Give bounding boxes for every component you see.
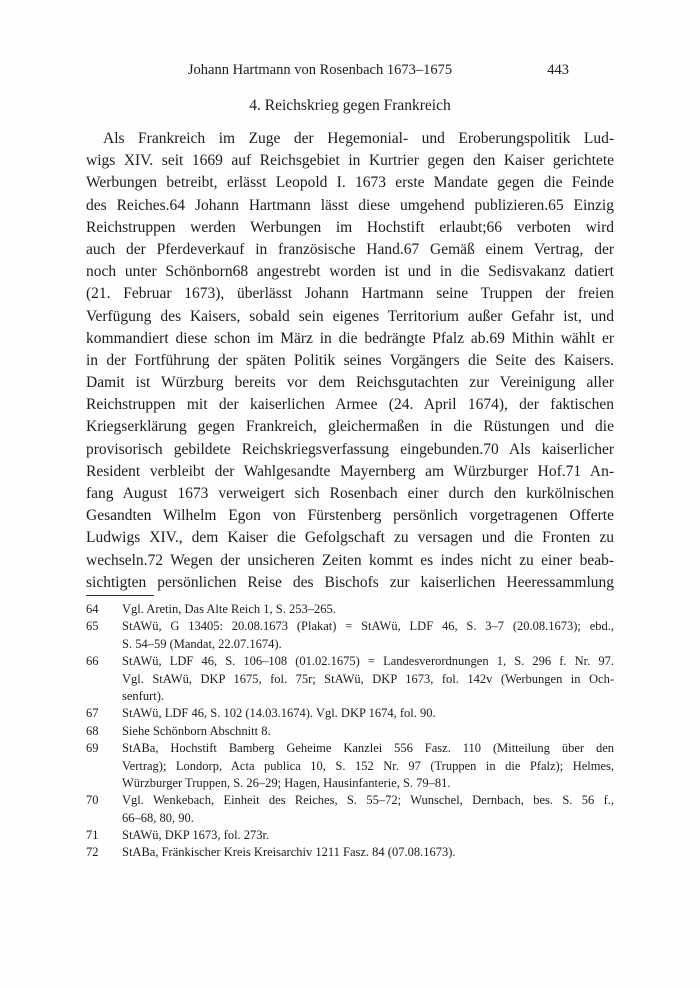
body-line: des Reiches.64 Johann Hartmann lässt diese umgehend publizieren.65 Einzig: [86, 196, 614, 214]
footnote-line: Siehe Schönborn Abschnitt 8.: [122, 723, 271, 738]
page-number: 443: [547, 62, 569, 78]
body-line: wigs XIV. seit 1669 auf Reichsgebiet in Kurtrier gegen den Kaiser gerichtete: [86, 152, 614, 170]
footnote-line: Vgl. StAWü, DKP 1675, fol. 75r; StAWü, DKP 1673, fol. 142v (Werbungen in Och-: [122, 671, 614, 686]
body-line: sichtigten persönlichen Reise des Bischofs zur kaiserlichen Heeressammlung: [86, 573, 614, 591]
footnote-line: 66–68, 80, 90.: [122, 810, 194, 825]
footnote-number: 64: [86, 602, 99, 616]
body-line: auch der Pferdeverkauf in französische Hand.67 Gemäß einem Vertrag, der: [86, 240, 614, 258]
footnote-line: StAWü, LDF 46, S. 106–108 (01.02.1675) = Landesverordnungen 1, S. 296 f. Nr. 97.: [122, 654, 614, 669]
footnote-divider: [86, 595, 154, 596]
footnote-number: 70: [86, 793, 99, 808]
body-line: in der Fortführung der späten Politik seines Vorgängers die Seite des Kaisers.: [86, 351, 614, 369]
body-line: Reichstruppen mit der kaiserlichen Armee (24. April 1674), der faktischen: [86, 396, 614, 414]
footnote-number: 71: [86, 828, 99, 843]
footnote: [86, 844, 614, 861]
footnote-line: StAWü, DKP 1673, fol. 273r.: [122, 828, 270, 843]
footnote: [86, 792, 614, 827]
body-line: Werbungen betreibt, erlässt Leopold I. 1673 erste Mandate gegen die Feinde: [86, 174, 614, 192]
footnote-line: StABa, Hochstift Bamberg Geheime Kanzlei 556 Fasz. 110 (Mitteilung über den: [122, 741, 614, 756]
body-line: Kriegserklärung gegen Frankreich, gleichermaßen in die Rüstungen und die: [86, 418, 614, 436]
footnote-line: StAWü, LDF 46, S. 102 (14.03.1674). Vgl. DKP 1674, fol. 90.: [122, 706, 436, 721]
footnote-number: 68: [86, 723, 99, 738]
footnote: [86, 618, 614, 653]
body-line: wechseln.72 Wegen der unsicheren Zeiten kommt es indes nicht zu einer beab-: [86, 551, 614, 569]
footnote-number: 66: [86, 654, 99, 669]
footnote: [86, 705, 614, 722]
footnote-line: StABa, Fränkischer Kreis Kreisarchiv 1211 Fasz. 84 (07.08.1673).: [122, 845, 456, 860]
footnote-number: 67: [86, 706, 99, 721]
running-header-title: Johann Hartmann von Rosenbach 1673–1675: [187, 62, 453, 78]
footnote-line: S. 54–59 (Mandat, 22.07.1674).: [122, 636, 282, 651]
body-line: kommandiert diese schon im März in die bedrängte Pfalz ab.69 Mithin wählt er: [86, 329, 614, 347]
body-line: provisorisch gebildete Reichskriegsverfassung eingebunden.70 Als kaiserlicher: [86, 440, 614, 458]
footnote-number: 72: [86, 845, 99, 860]
body-line: Resident verbleibt der Wahlgesandte Mayernberg am Würzburger Hof.71 An-: [86, 462, 614, 480]
body-line: (21. Februar 1673), überlässt Johann Hartmann seine Truppen der freien: [86, 285, 614, 303]
footnote-line: Vgl. Wenkebach, Einheit des Reiches, S. 55–72; Wunschel, Dernbach, bes. S. 56 f.,: [122, 793, 614, 808]
footnote-line: Vertrag); Londorp, Acta publica 10, S. 152 Nr. 97 (Truppen in die Pfalz); Helmes,: [122, 758, 614, 773]
body-line: Gesandten Wilhelm Egon von Fürstenberg persönlich vorgetragenen Offerte: [86, 507, 614, 525]
footnote: [86, 740, 614, 792]
body-line: Reichstruppen werden Werbungen im Hochstift erlaubt;66 verboten wird: [86, 218, 614, 236]
footnote-line: Vgl. Aretin, Das Alte Reich 1, S. 253–265.: [122, 602, 336, 616]
footnote: [86, 723, 614, 740]
body-line: fang August 1673 verweigert sich Rosenbach einer durch den kurkölnischen: [86, 485, 614, 502]
footnote-line: StAWü, G 13405: 20.08.1673 (Plakat) = StAWü, LDF 46, S. 3–7 (20.08.1673); ebd.,: [122, 619, 614, 634]
body-text: [86, 128, 614, 594]
footnote: [86, 827, 614, 844]
footnotes: [86, 601, 614, 862]
body-line: Verfügung des Kaisers, sobald sein eigenes Territorium außer Gefahr ist, und: [86, 307, 614, 325]
footnote-line: senfurt).: [122, 688, 164, 703]
footnote-number: 69: [86, 741, 99, 756]
footnote-line: Würzburger Truppen, S. 26–29; Hagen, Hausinfanterie, S. 79–81.: [122, 775, 451, 790]
body-line: Damit ist Würzburg bereits vor dem Reichsgutachten zur Vereinigung aller: [86, 374, 614, 392]
footnote: [86, 653, 614, 705]
footnote: [86, 601, 614, 618]
section-heading: 4. Reichskrieg gegen Frankreich: [249, 97, 451, 114]
footnote-number: 65: [86, 619, 99, 634]
body-line: Als Frankreich im Zuge der Hegemonial- und Eroberungspolitik Lud-: [103, 130, 614, 147]
body-line: Ludwigs XIV., dem Kaiser die Gefolgschaft zu versagen und die Fronten zu: [86, 529, 614, 547]
body-line: noch unter Schönborn68 angestrebt worden ist und in die Sedisvakanz datiert: [86, 263, 614, 281]
